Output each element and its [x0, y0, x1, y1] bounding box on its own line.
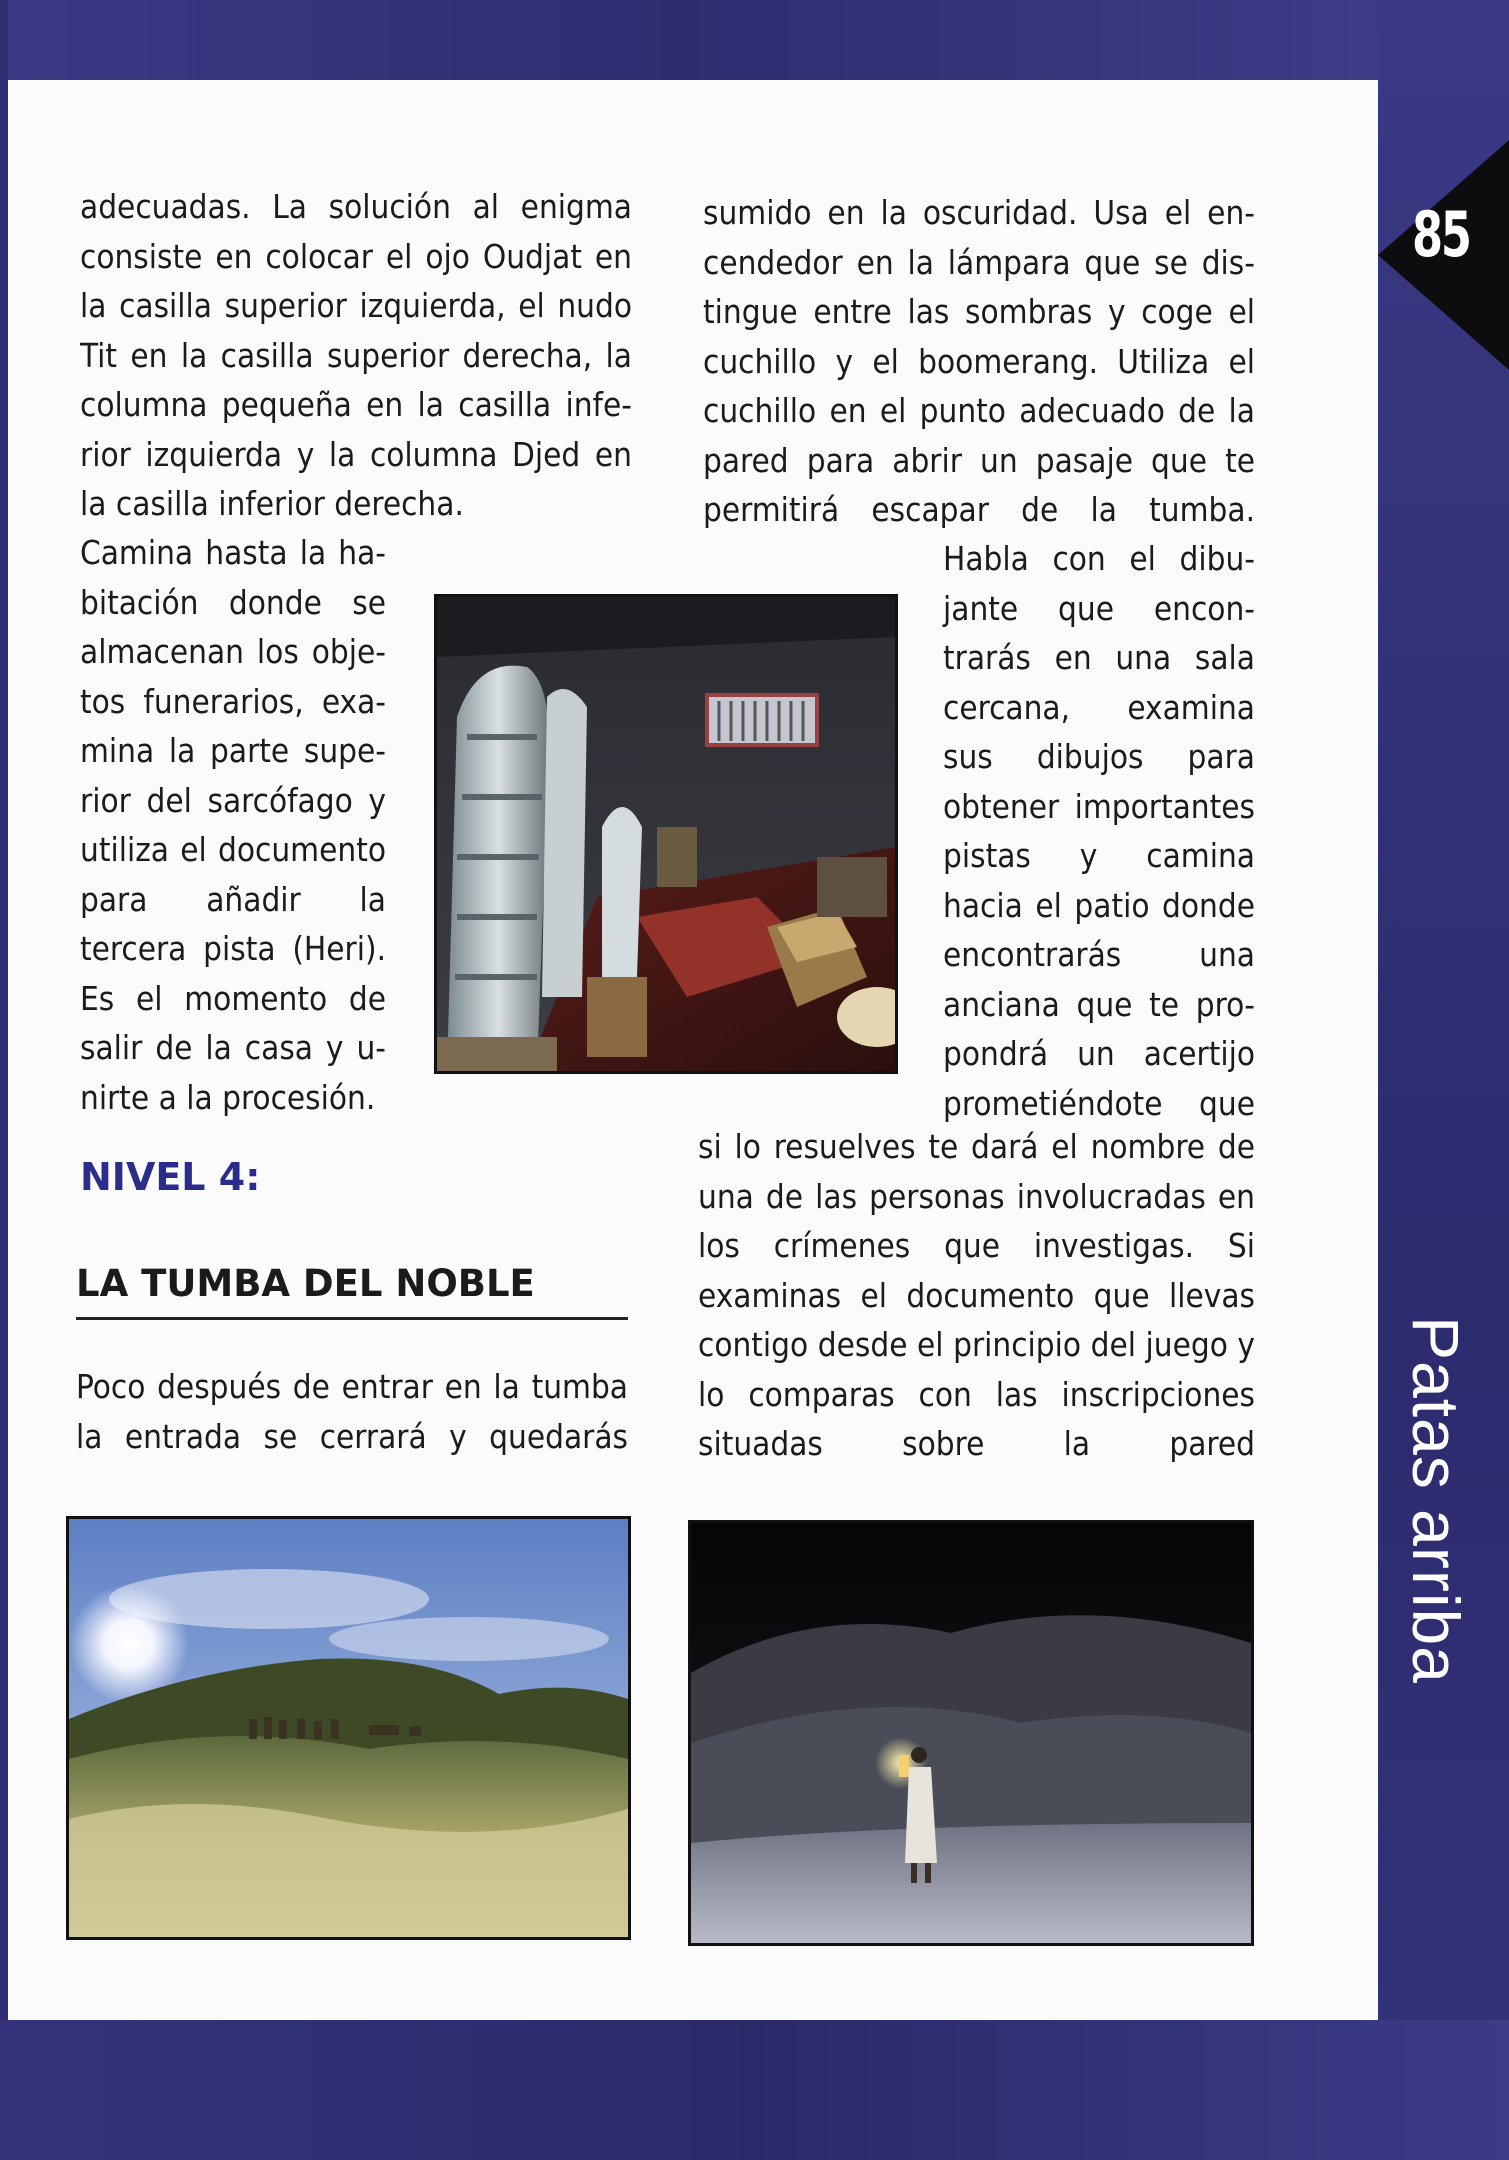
game-screenshot-desert-dunes: [66, 1516, 631, 1940]
section-label: Patas arriba: [1399, 1316, 1473, 1684]
magazine-frame-left: [0, 0, 8, 2160]
game-screenshot-night-desert: [688, 1520, 1254, 1946]
game-screenshot-sarcophagus-room: [434, 594, 898, 1074]
col1-paragraph-1: adecuadas. La solución al enigma consiste en colocar el ojo Oudjat en la casilla superior izquierda, el nudo Tit en la casilla superior derecha, la columna pequeña en la casilla inferior izquierda y la columna Djed en la casilla inferior derecha.: [80, 187, 632, 523]
col2-paragraph-1: sumido en la oscuridad. Usa el encendedor en la lámpara que se distingue entre las sombras y coge el cuchillo y el boomerang. Utiliza el cuchillo en el punto adecuado de la pared para abrir un pasaje que te permitirá escapar de la tumba.: [703, 193, 1255, 529]
magazine-frame-bottom: [0, 2020, 1509, 2160]
col1-paragraph-3: Poco después de entrar en la tumba la entrada se cerrará y quedarás: [76, 1367, 628, 1456]
col2-paragraph-3: si lo resuelves te dará el nombre de una de las personas involucradas en los crímenes que investigas. Si examinas el documento que llevas contigo desde el principio del juego y lo comparas con las inscripciones situadas sobre la pared: [698, 1127, 1255, 1463]
page-number: 85: [1412, 198, 1470, 271]
col1-paragraph-2: Camina hasta la habitación donde se almacenan los objetos funerarios, examina la parte superior del sarcófago y utiliza el documento para añadir la tercera pista (Heri). Es el momento de salir de la casa y unirte a la procesión.: [80, 533, 386, 1117]
section-subheading: LA TUMBA DEL NOBLE: [76, 1262, 628, 1320]
col2-paragraph-2: Habla con el dibujante que encontrarás en una sala cercana, examina sus dibujos para obtener importantes pistas y camina hacia el patio donde encontrarás una anciana que te propondrá un acertijo prometiéndote que: [943, 539, 1255, 1123]
section-heading: NIVEL 4:: [80, 1155, 261, 1199]
magazine-frame-top: [0, 0, 1509, 80]
